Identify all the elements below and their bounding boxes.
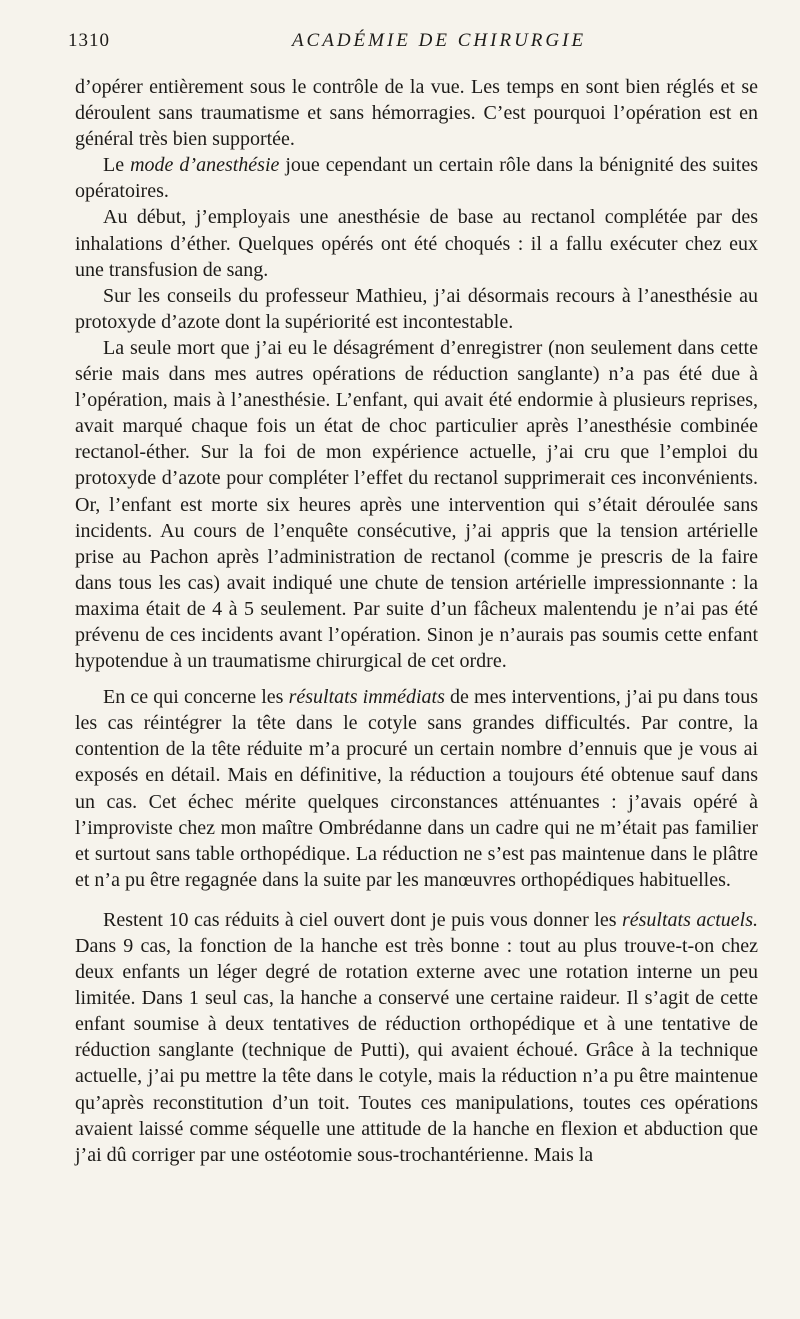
emphasis-resultats-actuels: résultats actuels.	[621, 908, 758, 931]
paragraph-1: d’opérer entièrement sous le contrôle de la vue. Les temps en sont bien réglés et se déroulent sans traumatisme et sans hémorragies. C’est pourquoi l’opération est en général très bien supportée.	[75, 76, 758, 151]
emphasis-resultats-immediats: résultats immédiats	[288, 686, 445, 709]
paragraph-7	[75, 907, 758, 1168]
page-header	[68, 30, 770, 56]
paragraph-5: La seule mort que j’ai eu le désagrément d’enregistrer (non seulement dans cette série mais dans mes autres opérations de réduction sanglante) n’a pas été due à l’opération, mais à l’anesthésie. L’enfant, qui avait été endormie à plusieurs reprises, avait marqué chaque fois un état de choc particulier après l’anesthésie combinée rectanol-éther. Sur la foi de mon expérience actuelle, j’ai cru que l’emploi du protoxyde d’azote pour compléter l’effet du rectanol supprimerait ces inconvénients. Or, l’enfant est morte six heures après une intervention qui s’était déroulée sans incidents. Au cours de l’enquête consécutive, j’ai appris que la tension artérielle prise au Pachon après l’administration de rectanol (comme je prescris de la faire dans tous les cas) avait indiqué une chute de tension artérielle impressionnante : la maxima était de 4 à 5 seulement. Par suite d’un fâcheux malentendu je n’ai pas été prévenu de ces incidents avant l’opération. Sinon je n’aurais pas soumis cette enfant hypotendue à un traumatisme chirurgical de cet ordre.	[75, 336, 758, 673]
paragraph-2-text: Le	[103, 154, 131, 177]
paragraph-7-text: Restent 10 cas réduits à ciel ouvert dont je puis vous donner les	[103, 908, 622, 931]
page-number: 1310	[68, 30, 110, 51]
paragraph-6	[75, 684, 758, 893]
emphasis-mode-anesthesie: mode d’anesthésie	[130, 154, 280, 177]
paragraph-7-text-end: Dans 9 cas, la fonction de la hanche est très bonne : tout au plus trouve-t-on chez deux enfants un léger degré de rotation externe avec une rotation interne un peu limitée. Dans 1 seul cas, la hanche a conservé une certaine raideur. Il s’agit de cette enfant soumise à deux tentatives de réduction orthopédique et à une tentative de réduction sanglante (technique de Putti), qui avaient échoué. Grâce à la technique actuelle, j’ai pu mettre la tête dans le cotyle, mais la réduction n’a pu être maintenue qu’après reconstitution d’un toit. Toutes ces manipulations, toutes ces opérations avaient laissé comme séquelle une attitude de la hanche en flexion et abduction que j’ai dû corriger par une ostéotomie sous-trochantérienne. Mais la	[75, 935, 758, 1166]
paragraph-3: Au début, j’employais une anesthésie de base au rectanol complétée par des inhalations d’éther. Quelques opérés ont été choqués : il a fallu exécuter chez eux une transfusion de sang.	[75, 206, 758, 281]
paragraph-4: Sur les conseils du professeur Mathieu, j’ai désormais recours à l’anesthésie au protoxyde d’azote dont la supériorité est incontestable.	[75, 284, 758, 333]
paragraph-6-text-end: de mes interventions, j’ai pu dans tous les cas réintégrer la tête dans le cotyle sans grandes difficultés. Par contre, la contention de la tête réduite m’a procuré un certain nombre d’ennuis que je vous ai exposés en détail. Mais en définitive, la réduction a toujours été obtenue sauf dans un cas. Cet échec mérite quelques circonstances atténuantes : j’avais opéré à l’improviste chez mon maître Ombrédanne dans un cadre qui ne m’était pas familier et surtout sans table orthopédique. La réduction ne s’est pas maintenue dans le plâtre et n’a pu être regagnée dans la suite par les manœuvres orthopédiques habituelles.	[75, 686, 759, 891]
paragraph-6-text: En ce qui concerne les	[103, 686, 289, 709]
paragraph-2	[75, 152, 758, 204]
paragraph-2-text-end: joue cependant un certain rôle dans la bénignité des suites opératoires.	[75, 154, 759, 203]
body-text	[75, 74, 758, 1168]
running-title: ACADÉMIE DE CHIRURGIE	[291, 30, 587, 51]
